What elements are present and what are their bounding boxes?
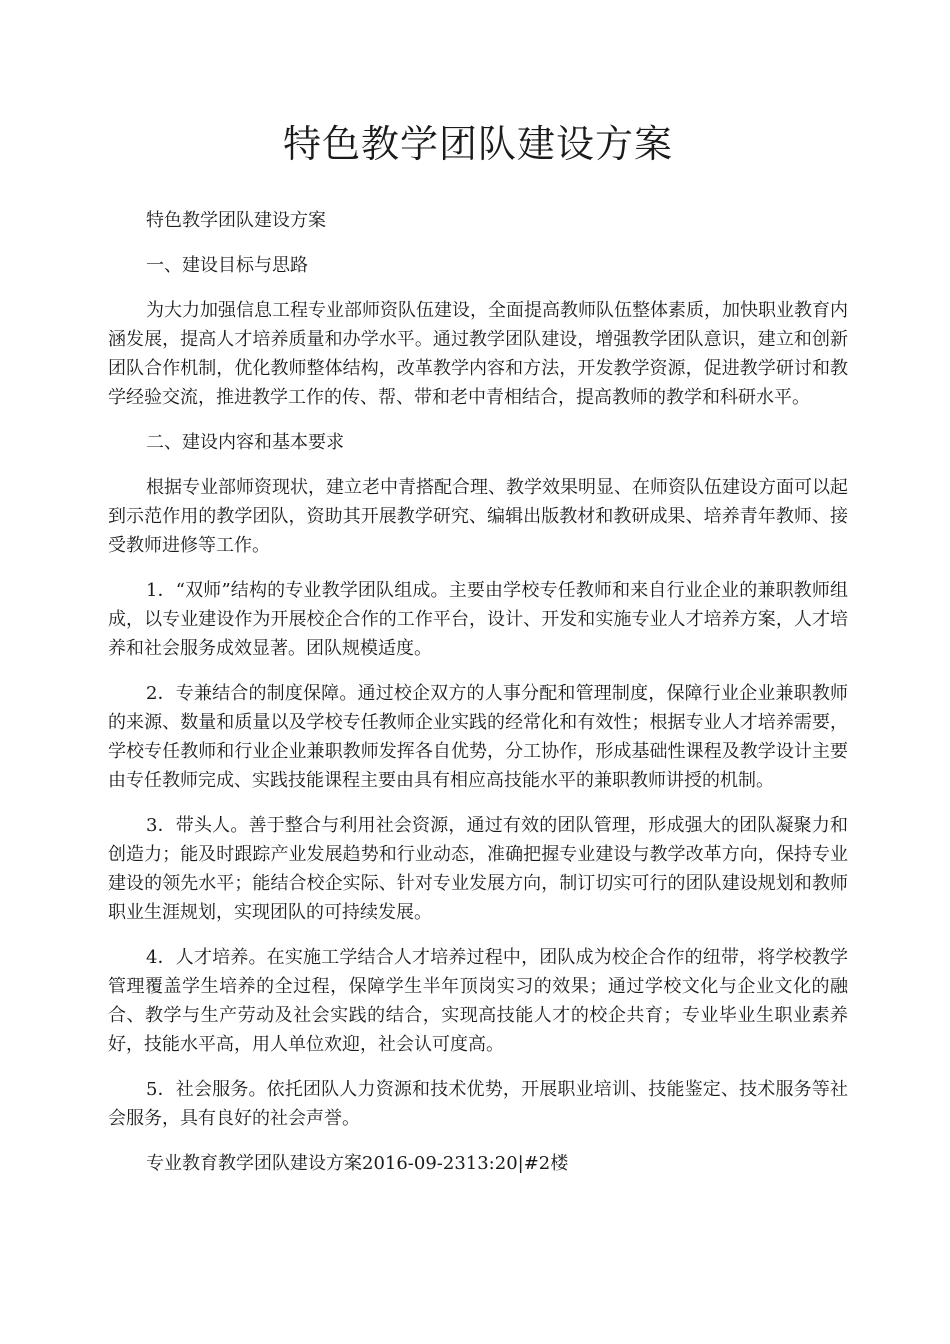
document-title: 特色教学团队建设方案 (282, 122, 673, 166)
paragraph-item-1: 1．“双师”结构的专业教学团队组成。主要由学校专任教师和来自行业企业的兼职教师组成，以专业建设作为开展校企合作的工作平台，设计、开发和实施专业人才培养方案，人才培养和社会服务成效显著。团队规模适度。 (108, 580, 848, 659)
section-heading-goals: 一、建设目标与思路 (146, 255, 308, 276)
paragraph-item-2: 2．专兼结合的制度保障。通过校企双方的人事分配和管理制度，保障行业企业兼职教师的来源、数量和质量以及学校专任教师企业实践的经常化和有效性；根据专业人才培养需要，学校专任教师和行业企业兼职教师发挥各自优势，分工协作，形成基础性课程及教学设计主要由专任教师完成、实践技能课程主要由具有相应高技能水平的兼职教师讲授的机制。 (108, 683, 848, 791)
section-heading-content: 二、建设内容和基本要求 (146, 432, 344, 453)
paragraph-goals: 为大力加强信息工程专业部师资队伍建设，全面提高教师队伍整体素质，加快职业教育内涵发展，提高人才培养质量和办学水平。通过教学团队建设，增强教学团队意识，建立和创新团队合作机制，优化教师整体结构，改革教学内容和方法，开发教学资源，促进教学研讨和教学经验交流，推进教学工作的传、帮、带和老中青相结合，提高教师的教学和科研水平。 (108, 300, 848, 408)
paragraph-item-3: 3．带头人。善于整合与利用社会资源，通过有效的团队管理，形成强大的团队凝聚力和创造力；能及时跟踪产业发展趋势和行业动态，准确把握专业建设与教学改革方向，保持专业建设的领先水平；能结合校企实际、针对专业发展方向，制订切实可行的团队建设规划和教师职业生涯规划，实现团队的可持续发展。 (108, 815, 848, 923)
paragraph-source-line: 专业教育教学团队建设方案2016-09-2313:20|#2楼 (146, 1153, 569, 1174)
paragraph-content-intro: 根据专业部师资现状，建立老中青搭配合理、教学效果明显、在师资队伍建设方面可以起到示范作用的教学团队，资助其开展教学研究、编辑出版教材和教研成果、培养青年教师、接受教师进修等工作。 (108, 477, 848, 556)
paragraph-item-4: 4．人才培养。在实施工学结合人才培养过程中，团队成为校企合作的纽带，将学校教学管理覆盖学生培养的全过程，保障学生半年顶岗实习的效果；通过学校文化与企业文化的融合、教学与生产劳动及社会实践的结合，实现高技能人才的校企共育；专业毕业生职业素养好，技能水平高，用人单位欢迎，社会认可度高。 (108, 947, 848, 1055)
paragraph-subtitle: 特色教学团队建设方案 (146, 210, 326, 231)
document-body (108, 206, 848, 1194)
paragraph-item-5: 5．社会服务。依托团队人力资源和技术优势，开展职业培训、技能鉴定、技术服务等社会服务，具有良好的社会声誉。 (108, 1079, 848, 1129)
